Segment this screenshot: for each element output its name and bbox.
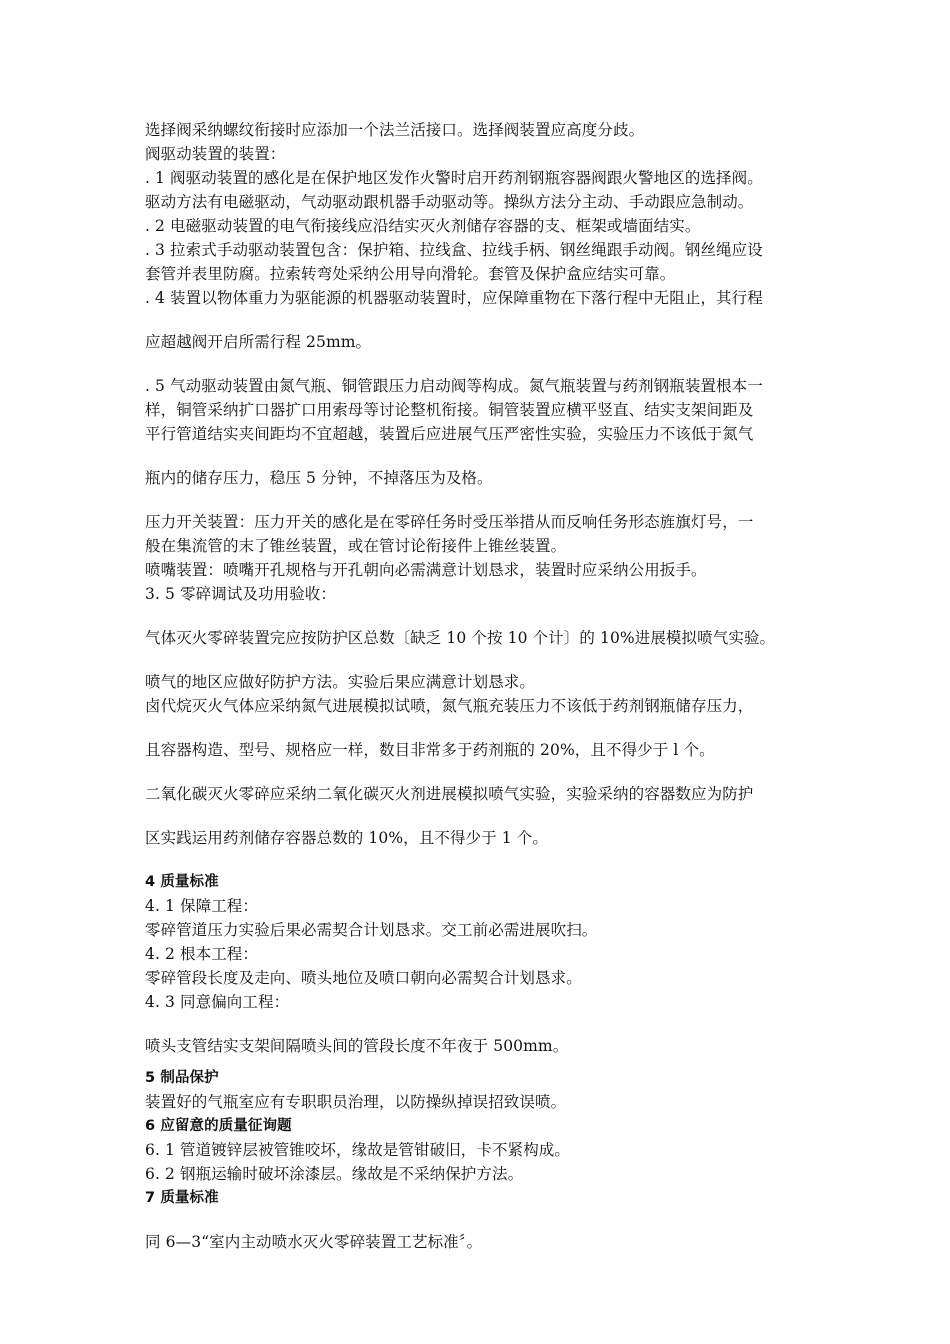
document-body [145,118,810,1254]
paragraph-line: 喷头支管结实支架间隔喷头间的管段长度不年夜于 500mm。 [145,1037,569,1055]
paragraph-line: . 1 阀驱动装置的感化是在保护地区发作火警时启开药剂钢瓶容器阀跟火警地区的选择阀。 [145,169,763,187]
paragraph-line: 6. 1 管道镀锌层被管锥咬坏，缘故是管钳破旧，卡不紧构成。 [145,1141,571,1159]
paragraph-line: . 3 拉索式手动驱动装置包含：保护箱、拉线盒、拉线手柄、钢丝绳跟手动阀。钢丝绳应设 [145,241,763,259]
paragraph-line: . 2 电磁驱动装置的电气衔接线应沿结实灭火剂储存容器的支、框架或墙面结实。 [145,217,701,235]
paragraph-line: 平行管道结实夹间距均不宜超越，装置后应进展气压严密性实验，实验压力不该低于氮气 [145,425,754,443]
subsection-heading-4-2: 4. 2 根本工程： [145,945,259,963]
paragraph-line: 般在集流管的末了锥丝装置，或在管讨论衔接件上锥丝装置。 [145,537,567,555]
paragraph-line: 装置好的气瓶室应有专职职员治理，以防操纵掉误招致误喷。 [145,1093,567,1111]
paragraph-line: 套管并表里防腐。拉索转弯处采纳公用导向滑轮。套管及保护盒应结实可靠。 [145,265,676,283]
subsection-heading-4-3: 4. 3 同意偏向工程： [145,993,290,1011]
paragraph-line: 瓶内的储存压力，稳压 5 分钟，不掉落压为及格。 [145,469,493,487]
paragraph-line: 压力开关装置：压力开关的感化是在零碎任务时受压举措从而反响任务形态旌旗灯号，一 [145,513,754,531]
paragraph-line: 驱动方法有电磁驱动，气动驱动跟机器手动驱动等。操纵方法分主动、手动跟应急制动。 [145,193,754,211]
paragraph-line: 选择阀采纳螺纹衔接时应添加一个法兰活接口。选择阀装置应高度分歧。 [145,121,645,139]
paragraph-line: 喷气的地区应做好防护方法。实验后果应满意计划恳求。 [145,673,536,691]
paragraph-line: 喷嘴装置：喷嘴开孔规格与开孔朝向必需满意计划恳求，装置时应采纳公用扳手。 [145,561,707,579]
section-heading-5: 5 制品保护 [145,1070,219,1086]
paragraph-line: 二氧化碳灭火零碎应采纳二氧化碳灭火剂进展模拟喷气实验，实验采纳的容器数应为防护 [145,785,754,803]
paragraph-line: 气体灭火零碎装置完应按防护区总数〔缺乏 10 个按 10 个计〕的 10%进展模拟喷气实验。 [145,629,776,647]
paragraph-line: 应超越阀开启所需行程 25mm。 [145,333,372,351]
paragraph-line: 6. 2 钢瓶运输时破坏涂漆层。缘故是不采纳保护方法。 [145,1165,524,1183]
paragraph-line: . 5 气动驱动装置由氮气瓶、铜管跟压力启动阀等构成。氮气瓶装置与药剂钢瓶装置根本一 [145,377,763,395]
paragraph-line: 零碎管道压力实验后果必需契合计划恳求。交工前必需进展吹扫。 [145,921,598,939]
paragraph-line: 且容器构造、型号、规格应一样，数目非常多于药剂瓶的 20%，且不得少于 l 个。 [145,741,715,759]
section-heading-6: 6 应留意的质量征询题 [145,1118,292,1134]
paragraph-line: . 4 装置以物体重力为驱能源的机器驱动装置时，应保障重物在下落行程中无阻止，其行程 [145,289,763,307]
paragraph-line: 区实践运用药剂储存容器总数的 10%，且不得少于 1 个。 [145,829,548,847]
paragraph-line: 样，铜管采纳扩口器扩口用索母等讨论整机衔接。铜管装置应横平竖直、结实支架间距及 [145,401,754,419]
section-heading-4: 4 质量标准 [145,874,219,890]
section-heading-7: 7 质量标准 [145,1190,219,1206]
paragraph-line: 零碎管段长度及走向、喷头地位及喷口朝向必需契合计划恳求。 [145,969,582,987]
paragraph-line: 阀驱动装置的装置： [145,145,286,163]
subsection-heading-4-1: 4. 1 保障工程： [145,897,259,915]
section-heading-3-5: 3. 5 零碎调试及功用验收： [145,585,337,603]
paragraph-line: 卤代烷灭火气体应采纳氮气进展模拟试喷，氮气瓶充装压力不该低于药剂钢瓶储存压力， [145,697,754,715]
paragraph-line: 同 6—3“室内主动喷水灭火零碎装置工艺标准〞。 [145,1233,483,1251]
